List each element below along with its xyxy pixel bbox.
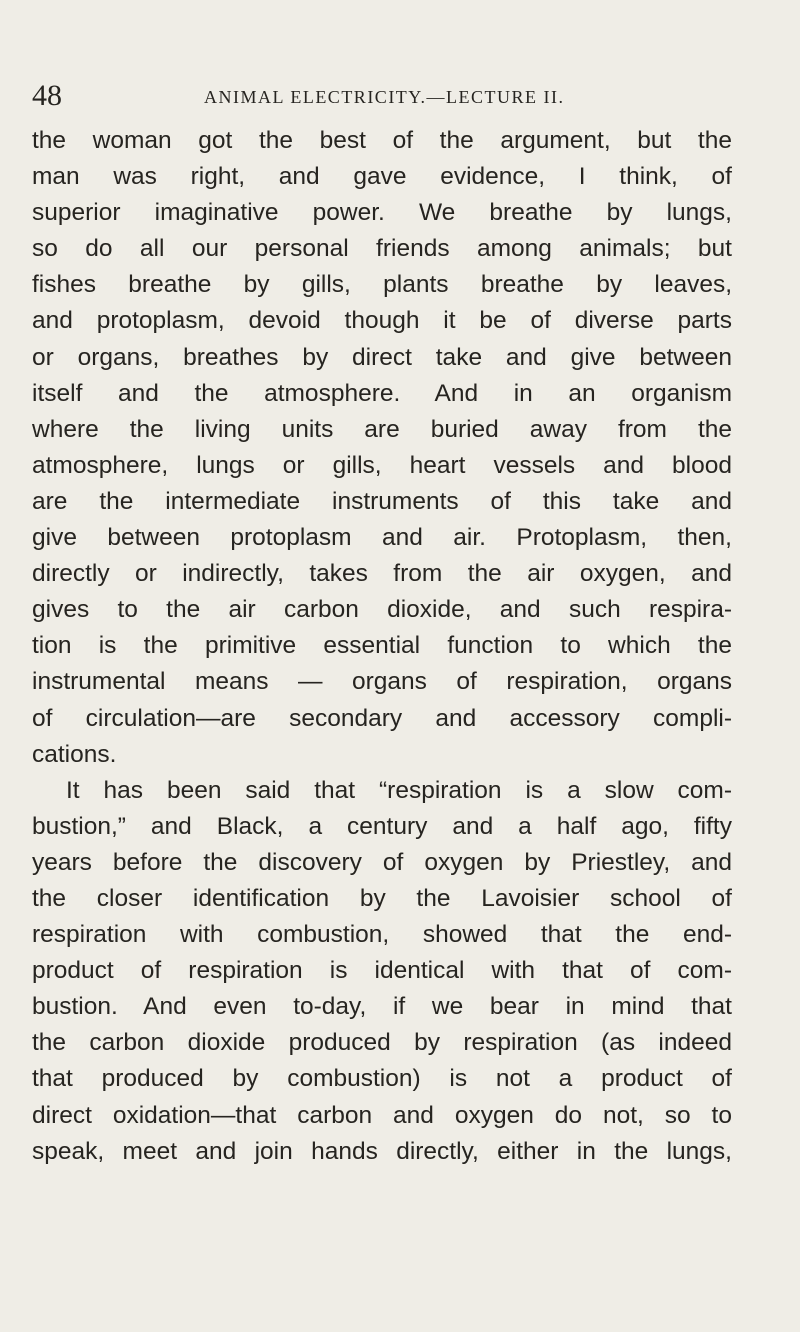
text-line: directly or indirectly, takes from the air oxygen, and xyxy=(32,560,732,588)
text-line: instrumental means — organs of respiration, organs xyxy=(32,668,732,696)
page-header xyxy=(30,78,730,114)
running-head: ANIMAL ELECTRICITY.—LECTURE II. xyxy=(204,87,565,107)
text-line: gives to the air carbon dioxide, and such respira- xyxy=(32,596,732,624)
text-line: that produced by combustion) is not a product of xyxy=(32,1065,732,1093)
text-line: atmosphere, lungs or gills, heart vessels and blood xyxy=(32,451,732,479)
text-line: are the intermediate instruments of this take and xyxy=(32,487,732,515)
page-number: 48 xyxy=(32,79,62,112)
text-line: the closer identification by the Lavoisier school of xyxy=(32,884,732,912)
text-line: so do all our personal friends among animals; but xyxy=(32,235,732,263)
text-line: bustion,” and Black, a century and a half ago, fifty xyxy=(32,812,732,840)
text-line: itself and the atmosphere. And in an organism xyxy=(32,379,732,407)
text-line: or organs, breathes by direct take and give between xyxy=(32,343,732,371)
text-line: the woman got the best of the argument, but the xyxy=(32,127,732,154)
text-line: man was right, and gave evidence, I think, of xyxy=(32,163,732,191)
text-line: cations. xyxy=(32,740,117,768)
text-line: the carbon dioxide produced by respiration (as indeed xyxy=(32,1029,732,1057)
text-line: It has been said that “respiration is a slow com- xyxy=(66,776,732,804)
text-line: product of respiration is identical with that of com- xyxy=(32,957,732,985)
text-line: direct oxidation—that carbon and oxygen do not, so to xyxy=(32,1101,732,1129)
text-line: years before the discovery of oxygen by Priestley, and xyxy=(32,848,732,876)
text-line: speak, meet and join hands directly, either in the lungs, xyxy=(32,1137,732,1165)
text-line: and protoplasm, devoid though it be of diverse parts xyxy=(32,307,732,335)
text-line: of circulation—are secondary and accessory compli- xyxy=(32,704,732,732)
text-line: fishes breathe by gills, plants breathe by leaves, xyxy=(32,271,732,299)
text-line: bustion. And even to-day, if we bear in mind that xyxy=(32,993,732,1021)
text-line: tion is the primitive essential function to which the xyxy=(32,632,732,660)
text-line: where the living units are buried away from the xyxy=(32,415,732,443)
text-line: give between protoplasm and air. Protoplasm, then, xyxy=(32,524,732,552)
text-line: superior imaginative power. We breathe by lungs, xyxy=(32,199,732,227)
text-line: respiration with combustion, showed that the end- xyxy=(32,921,732,949)
body-text xyxy=(32,123,732,1170)
